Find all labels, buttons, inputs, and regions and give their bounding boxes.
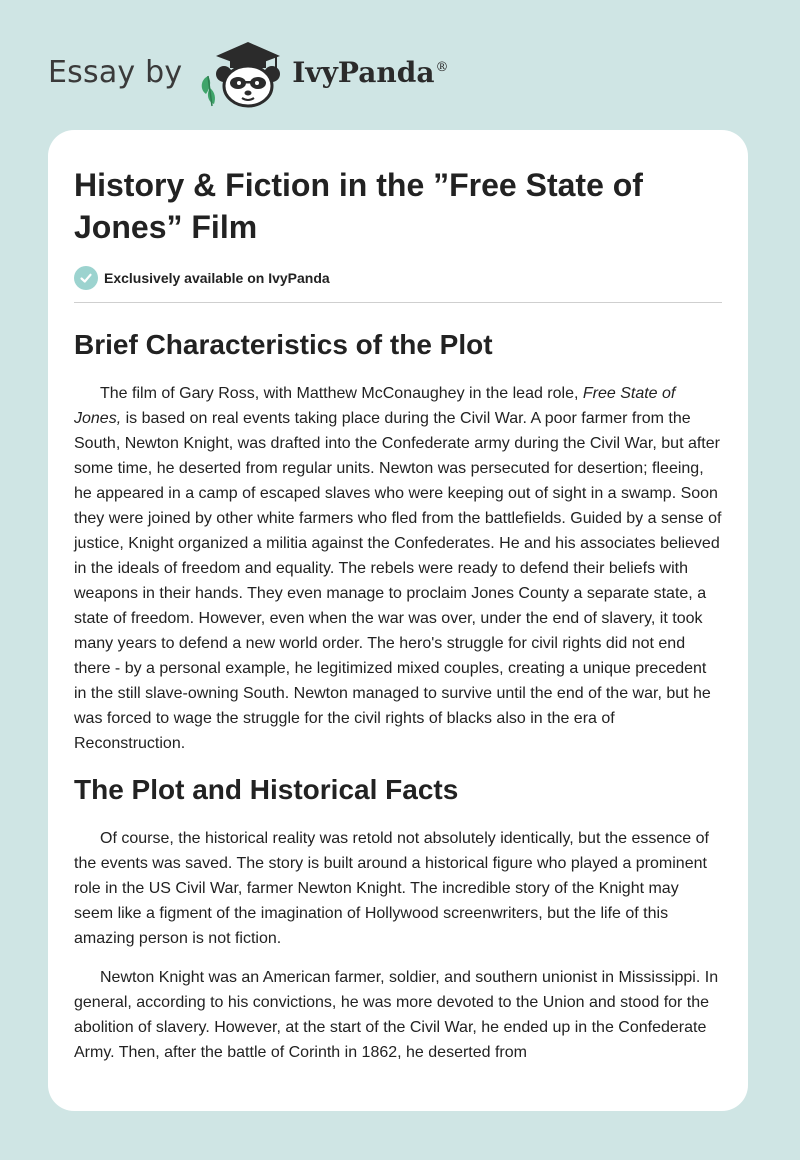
brand-header	[48, 36, 448, 108]
exclusive-label: Exclusively available on IvyPanda	[104, 270, 330, 286]
exclusive-badge	[74, 266, 722, 303]
paragraph: Of course, the historical reality was retold not absolutely identically, but the essence of the events was saved. The story is built around a historical figure who played a prominent role in the US Civil War, farmer Newton Knight. The incredible story of the Knight may seem like a figment of the imagination of Hollywood screenwriters, but the life of this amazing person is not fiction.	[74, 830, 709, 947]
paragraph: The film of Gary Ross, with Matthew McConaughey in the lead role, Free State of Jones, is based on real events taking place during the Civil War. A poor farmer from the South, Newton Knight, was drafted into the Confederate army during the Civil War, but after some time, he deserted from regular units. Newton was persecuted for desertion; fleeing, he appeared in a camp of escaped slaves who were keeping out of sight in a swamp. Soon they were joined by other white farmers who fled from the battlefields. Guided by a sense of justice, Knight organized a militia against the Confederates. He and his associates believed in the ideals of freedom and equality. The rebels were ready to defend their beliefs with weapons in their hands. They even manage to proclaim Jones County a separate state, a state of freedom. However, even when the war was over, under the end of slavery, it took many years to defend a new world order. The hero's struggle for civil rights did not end there - by a personal example, he legitimized mixed couples, creating a unique precedent in the still slave-owning South. Newton managed to survive until the end of the war, but he was forced to wage the struggle for the civil rights of blacks also in the era of Reconstruction.	[74, 385, 722, 752]
brand-prefix: Essay by	[48, 54, 183, 90]
section-heading-historical-facts: The Plot and Historical Facts	[74, 774, 459, 805]
film-title-italic: Free State of Jones,	[74, 385, 676, 427]
section-heading-plot: Brief Characteristics of the Plot	[74, 329, 493, 360]
article-title: History & Fiction in the ”Free State of Jones” Film	[74, 167, 643, 245]
paragraph: Newton Knight was an American farmer, soldier, and southern unionist in Mississippi. In general, according to his convictions, he was more devoted to the Union and stood for the abolition of slavery. However, at the start of the Civil War, he ended up in the Confederate Army. Then, after the battle of Corinth in 1862, he deserted from	[74, 969, 719, 1061]
article-card	[48, 130, 748, 1111]
check-icon	[74, 266, 98, 290]
brand-name: IvyPanda®	[292, 55, 449, 89]
panda-logo-icon[interactable]	[196, 36, 288, 108]
